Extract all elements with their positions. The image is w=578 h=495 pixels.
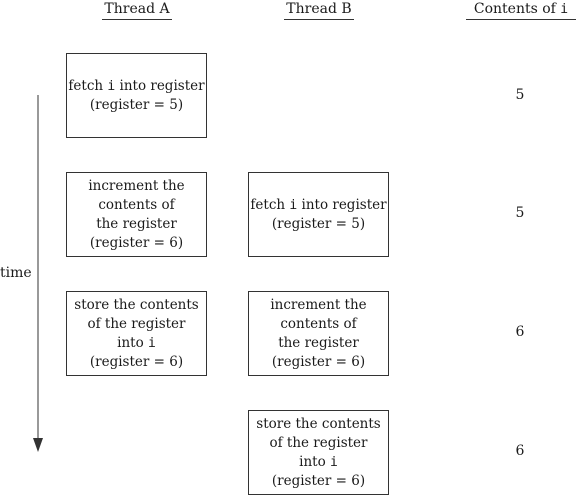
box-line: store the contents xyxy=(256,415,381,432)
thread-a-step-2 xyxy=(66,172,207,257)
box-line: (register = 6) xyxy=(271,472,366,489)
box-line: contents of xyxy=(98,196,175,213)
contents-header-text: Contents of xyxy=(473,1,561,17)
box-line: (register = 5) xyxy=(89,96,184,113)
box-line: (register = 6) xyxy=(271,353,366,370)
box-line: increment the xyxy=(88,177,185,194)
box-line: contents of xyxy=(280,315,357,332)
thread-b-step-2 xyxy=(248,172,389,257)
thread-a-header-text: Thread A xyxy=(104,1,170,17)
box-line: of the register xyxy=(87,315,186,332)
thread-b-header-text: Thread B xyxy=(286,1,352,17)
contents-header-var: i xyxy=(560,2,569,17)
box-line: fetch i into register xyxy=(68,77,205,94)
box-line: (register = 6) xyxy=(89,234,184,251)
contents-value-3: 6 xyxy=(515,324,525,340)
box-line: into i xyxy=(117,334,156,351)
box-line: the register xyxy=(96,215,177,232)
box-line: (register = 6) xyxy=(89,353,184,370)
time-label: time xyxy=(0,265,32,281)
box-line: store the contents xyxy=(74,296,199,313)
box-line: of the register xyxy=(269,434,368,451)
box-line: into i xyxy=(299,453,338,470)
box-line: (register = 5) xyxy=(271,215,366,232)
box-line: fetch i into register xyxy=(250,196,387,213)
contents-value-2: 5 xyxy=(515,205,525,221)
box-line: the register xyxy=(278,334,359,351)
thread-b-step-3 xyxy=(248,291,389,376)
thread-a-step-1 xyxy=(66,53,207,138)
contents-value-1: 5 xyxy=(515,87,525,103)
thread-a-step-3 xyxy=(66,291,207,376)
thread-b-step-4 xyxy=(248,410,389,495)
box-line: increment the xyxy=(270,296,367,313)
contents-value-4: 6 xyxy=(515,443,525,459)
